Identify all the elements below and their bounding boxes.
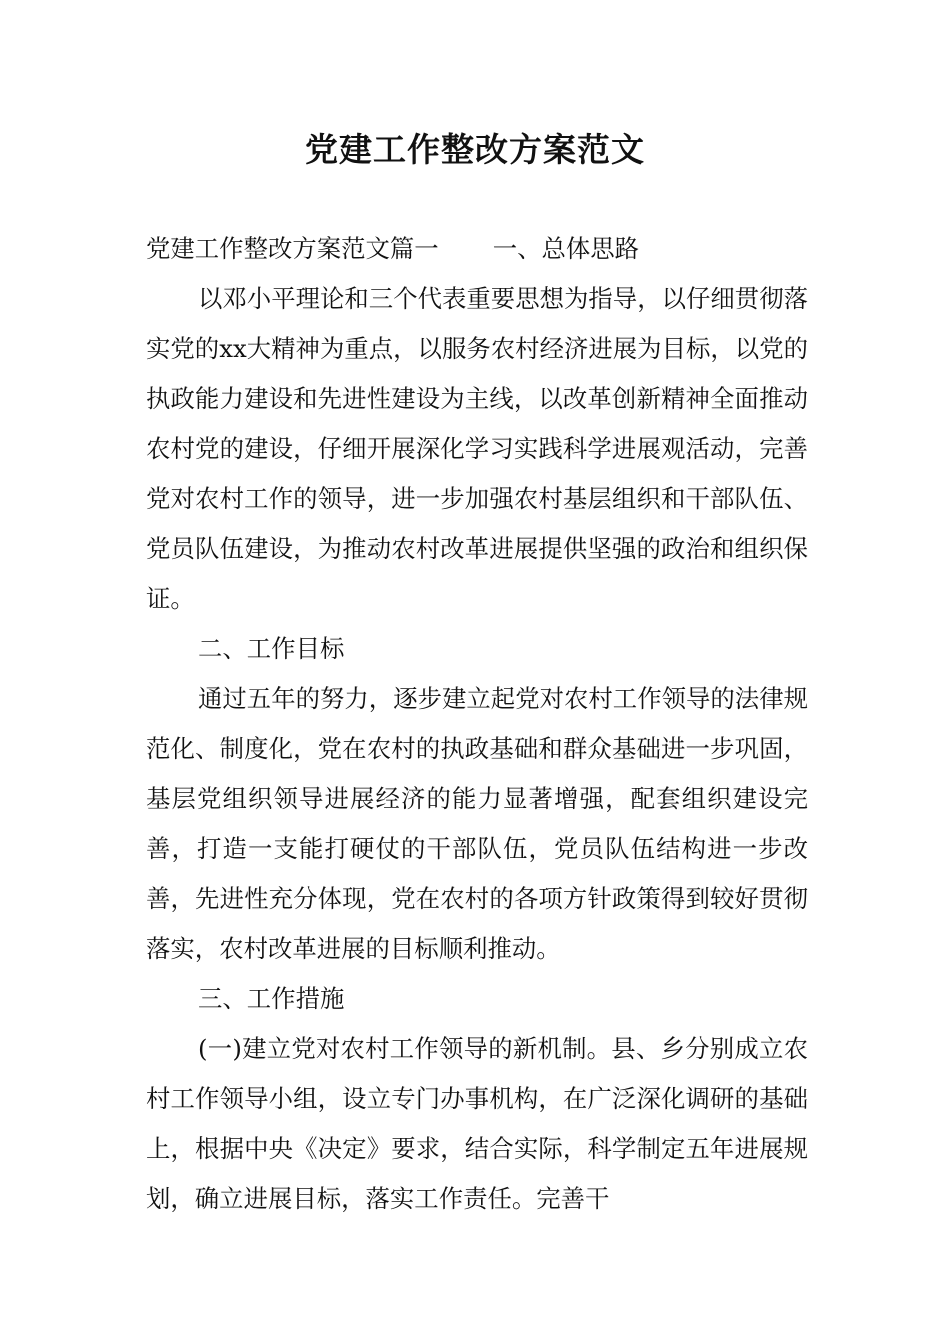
section-heading-3: 三、工作措施 — [198, 984, 345, 1013]
document-body — [146, 224, 808, 1224]
paragraph-1: 以邓小平理论和三个代表重要思想为指导，以仔细贯彻落实党的xx大精神为重点，以服务农村经济进展为目标，以党的执政能力建设和先进性建设为主线，以改革创新精神全面推动农村党的建设，仔细开展深化学习实践科学进展观活动，完善党对农村工作的领导，进一步加强农村基层组织和干部队伍、党员队伍建设，为推动农村改革进展提供坚强的政治和组织保证。 — [146, 284, 808, 613]
paragraph-2: 通过五年的努力，逐步建立起党对农村工作领导的法律规范化、制度化，党在农村的执政基础和群众基础进一步巩固，基层党组织领导进展经济的能力显著增强，配套组织建设完善，打造一支能打硬仗的干部队伍，党员队伍结构进一步改善，先进性充分体现，党在农村的各项方针政策得到较好贯彻落实，农村改革进展的目标顺利推动。 — [146, 684, 808, 963]
section-heading-1: 一、总体思路 — [492, 234, 640, 263]
paragraph-3: (一)建立党对农村工作领导的新机制。县、乡分别成立农村工作领导小组，设立专门办事机构，在广泛深化调研的基础上，根据中央《决定》要求，结合实际，科学制定五年进展规划，确立进展目标，落实工作责任。完善干 — [146, 1034, 808, 1213]
document-title: 党建工作整改方案范文 — [305, 130, 645, 169]
document-subtitle: 党建工作整改方案范文篇一 — [146, 234, 439, 263]
section-heading-2: 二、工作目标 — [198, 634, 345, 663]
subtitle-line — [146, 224, 808, 274]
